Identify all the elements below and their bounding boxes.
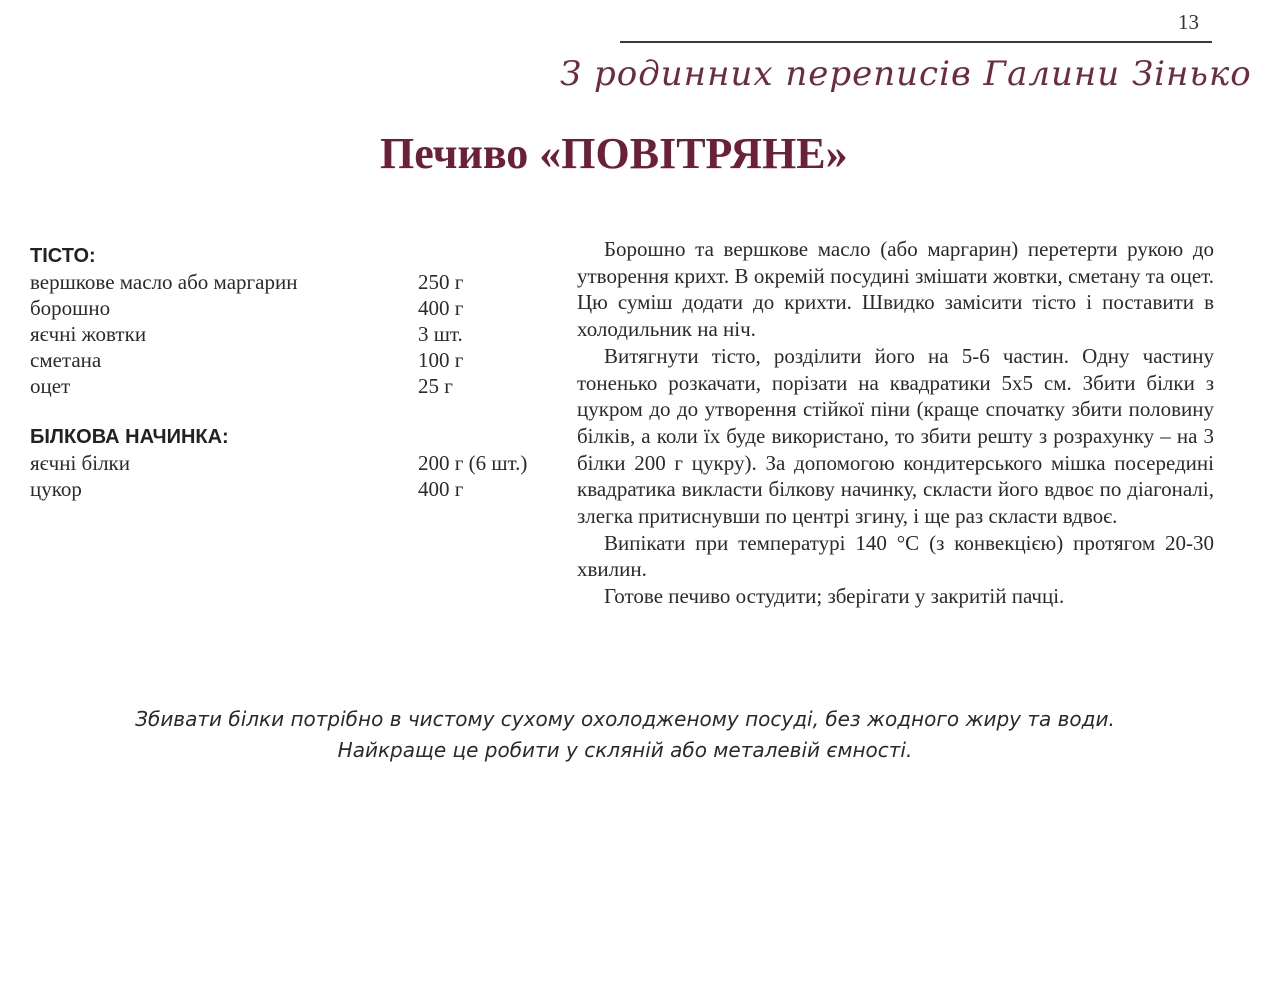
- instruction-paragraph: Витягнути тісто, розділити його на 5-6 частин. Одну частину тоненько розкачати, порізати на квадратики 5х5 см. Збити білки з цукром до до утворення стійкої піни (краще спочатку збити половину білків, а коли їх буде використано, то збити решту з розрахунку – на 3 білки 200 г цукру). За допомогою кондитерського мішка посередині квадратика викласти білкову начинку, скласти його вдвоє по діагоналі, злегка притиснувши по центрі згину, і ще раз скласти вдвоє.: [577, 343, 1214, 529]
- ingredient-name: вершкове масло або маргарин: [30, 270, 298, 294]
- ingredient-row: [30, 269, 550, 295]
- ingredient-row: [30, 295, 550, 321]
- ingredient-name: сметана: [30, 348, 102, 372]
- series-title: З родинних переписів Галини Зінько: [560, 54, 1252, 94]
- ingredient-row: [30, 450, 550, 476]
- ingredient-qty: 400 г: [418, 296, 464, 320]
- header-rule: [620, 41, 1212, 43]
- ingredient-qty: 3 шт.: [418, 322, 463, 346]
- section-spacer: [30, 399, 550, 424]
- instruction-paragraph: Випікати при температурі 140 °C (з конвекцією) протягом 20-30 хвилин.: [577, 530, 1214, 582]
- ingredient-name: оцет: [30, 374, 71, 398]
- ingredient-qty: 100 г: [418, 348, 464, 372]
- filling-heading: БІЛКОВА НАЧИНКА:: [30, 426, 229, 448]
- page-number: 13: [1178, 10, 1199, 34]
- ingredient-name: яєчні білки: [30, 451, 130, 475]
- ingredient-row: [30, 373, 550, 399]
- tip-note: [60, 704, 1190, 766]
- recipe-title: Печиво «ПОВІТРЯНЕ»: [380, 129, 848, 178]
- instructions: [577, 236, 1214, 610]
- ingredient-row: [30, 347, 550, 373]
- ingredient-qty: 250 г: [418, 270, 464, 294]
- ingredient-qty: 200 г (6 шт.): [418, 451, 528, 475]
- instruction-paragraph: Борошно та вершкове масло (або маргарин) перетерти рукою до утворення крихт. В окремій посудині змішати жовтки, сметану та оцет. Цю суміш додати до крихти. Швидко замісити тісто і поставити в холодильник на ніч.: [577, 237, 1214, 342]
- dough-heading: ТІСТО:: [30, 245, 96, 267]
- ingredient-row: [30, 476, 550, 502]
- ingredients-list: [30, 243, 550, 502]
- ingredient-row: [30, 321, 550, 347]
- tip-line: Найкраще це робити у скляній або металевій ємності.: [337, 738, 913, 762]
- instruction-paragraph: Готове печиво остудити; зберігати у закритій пачці.: [604, 584, 1065, 609]
- tip-line: Збивати білки потрібно в чистому сухому охолодженому посуді, без жодного жиру та води.: [135, 707, 1115, 731]
- ingredient-name: яєчні жовтки: [30, 322, 147, 346]
- ingredient-name: борошно: [30, 296, 111, 320]
- ingredient-qty: 25 г: [418, 374, 453, 398]
- ingredient-name: цукор: [30, 477, 82, 501]
- ingredient-qty: 400 г: [418, 477, 464, 501]
